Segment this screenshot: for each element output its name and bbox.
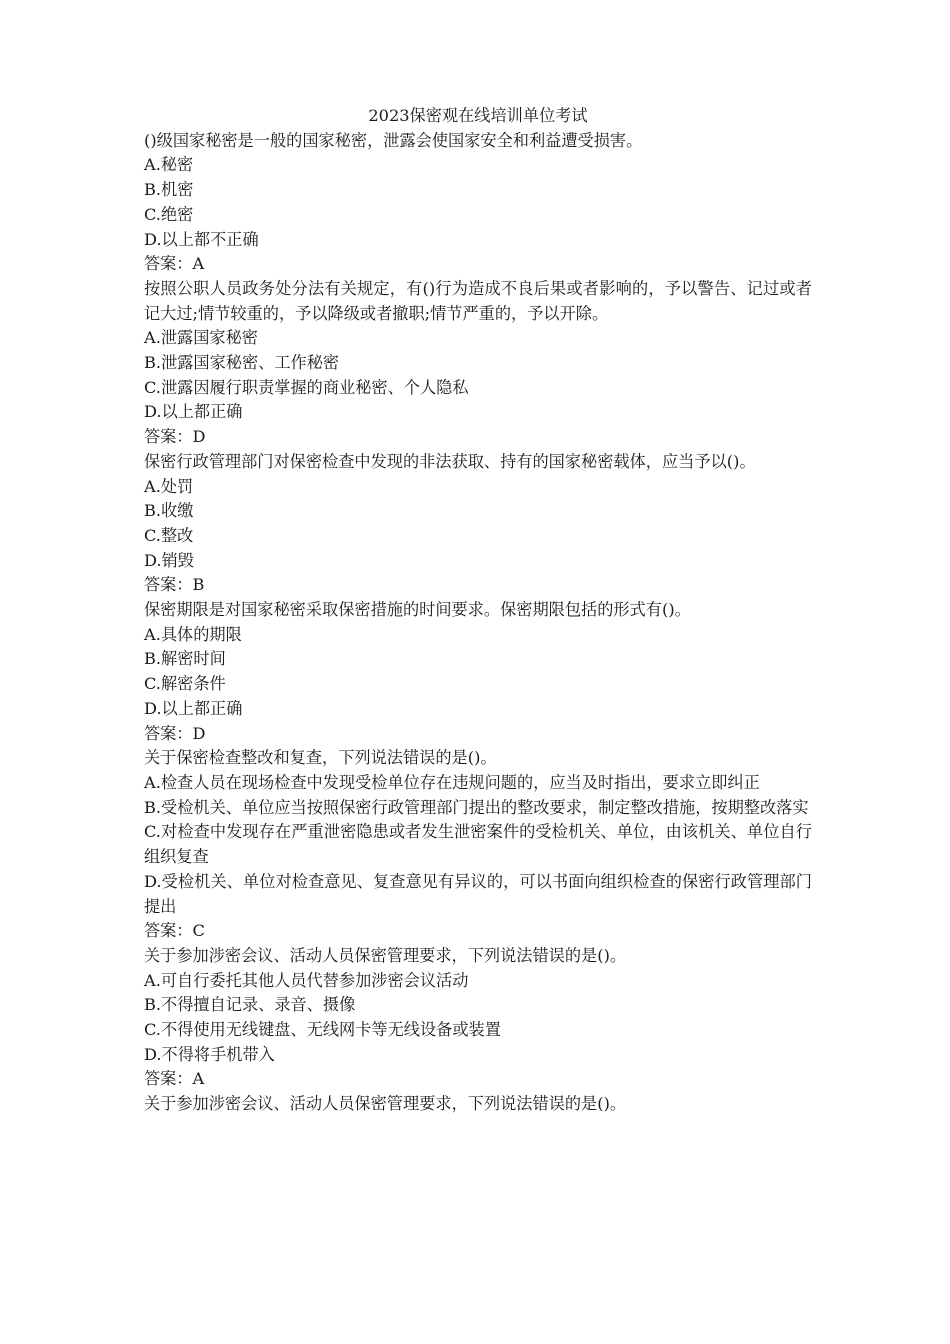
answer-line: 答案：D — [144, 723, 206, 743]
document-page — [144, 104, 812, 1117]
question-block — [144, 277, 812, 450]
option-b: B.机密 — [144, 180, 194, 200]
answer-line: 答案：D — [144, 427, 206, 447]
option-b: B.收缴 — [144, 501, 194, 521]
option-c: C.泄露因履行职责掌握的商业秘密、个人隐私 — [144, 377, 469, 397]
option-a: A.检查人员在现场检查中发现受检单位存在违规问题的，应当及时指出，要求立即纠正 — [144, 772, 760, 792]
option-b: B.不得擅自记录、录音、摄像 — [144, 995, 356, 1015]
question-block — [144, 746, 812, 944]
option-d: D.以上都正确 — [144, 698, 243, 718]
option-b: B.受检机关、单位应当按照保密行政管理部门提出的整改要求，制定整改措施，按期整改落实 — [144, 797, 809, 817]
answer-line: 答案：B — [144, 575, 205, 595]
option-c: C.解密条件 — [144, 674, 226, 694]
option-d: D.不得将手机带入 — [144, 1044, 275, 1064]
question-stem: ()级国家秘密是一般的国家秘密，泄露会使国家安全和利益遭受损害。 — [144, 130, 643, 150]
option-c: C.不得使用无线键盘、无线网卡等无线设备或装置 — [144, 1020, 501, 1040]
option-d: D.受检机关、单位对检查意见、复查意见有异议的，可以书面向组织检查的保密行政管理部门提出 — [144, 871, 812, 916]
question-stem: 关于参加涉密会议、活动人员保密管理要求，下列说法错误的是()。 — [144, 1094, 627, 1114]
answer-line: 答案：A — [144, 1069, 205, 1089]
question-stem: 按照公职人员政务处分法有关规定，有()行为造成不良后果或者影响的，予以警告、记过或者记大过;情节较重的，予以降级或者撤职;情节严重的，予以开除。 — [144, 278, 812, 323]
option-b: B.解密时间 — [144, 649, 226, 669]
question-block — [144, 944, 812, 1092]
question-stem: 关于参加涉密会议、活动人员保密管理要求，下列说法错误的是()。 — [144, 945, 627, 965]
option-a: A.泄露国家秘密 — [144, 328, 258, 348]
option-c: C.对检查中发现存在严重泄密隐患或者发生泄密案件的受检机关、单位，由该机关、单位自行组织复查 — [144, 822, 812, 867]
option-d: D.销毁 — [144, 550, 194, 570]
option-b: B.泄露国家秘密、工作秘密 — [144, 353, 340, 373]
option-a: A.具体的期限 — [144, 624, 242, 644]
question-block — [144, 1092, 812, 1117]
document-title: 2023保密观在线培训单位考试 — [368, 106, 588, 125]
option-c: C.绝密 — [144, 204, 194, 224]
option-a: A.可自行委托其他人员代替参加涉密会议活动 — [144, 970, 469, 990]
question-stem: 关于保密检查整改和复查，下列说法错误的是()。 — [144, 748, 497, 768]
question-stem: 保密期限是对国家秘密采取保密措施的时间要求。保密期限包括的形式有()。 — [144, 600, 691, 620]
option-d: D.以上都不正确 — [144, 229, 259, 249]
option-a: A.秘密 — [144, 155, 194, 175]
option-a: A.处罚 — [144, 476, 194, 496]
answer-line: 答案：A — [144, 254, 205, 274]
option-d: D.以上都正确 — [144, 402, 243, 422]
answer-line: 答案：C — [144, 921, 205, 941]
question-block — [144, 598, 812, 746]
question-stem: 保密行政管理部门对保密检查中发现的非法获取、持有的国家秘密载体，应当予以()。 — [144, 451, 756, 471]
question-block — [144, 129, 812, 277]
question-block — [144, 450, 812, 598]
option-c: C.整改 — [144, 525, 194, 545]
